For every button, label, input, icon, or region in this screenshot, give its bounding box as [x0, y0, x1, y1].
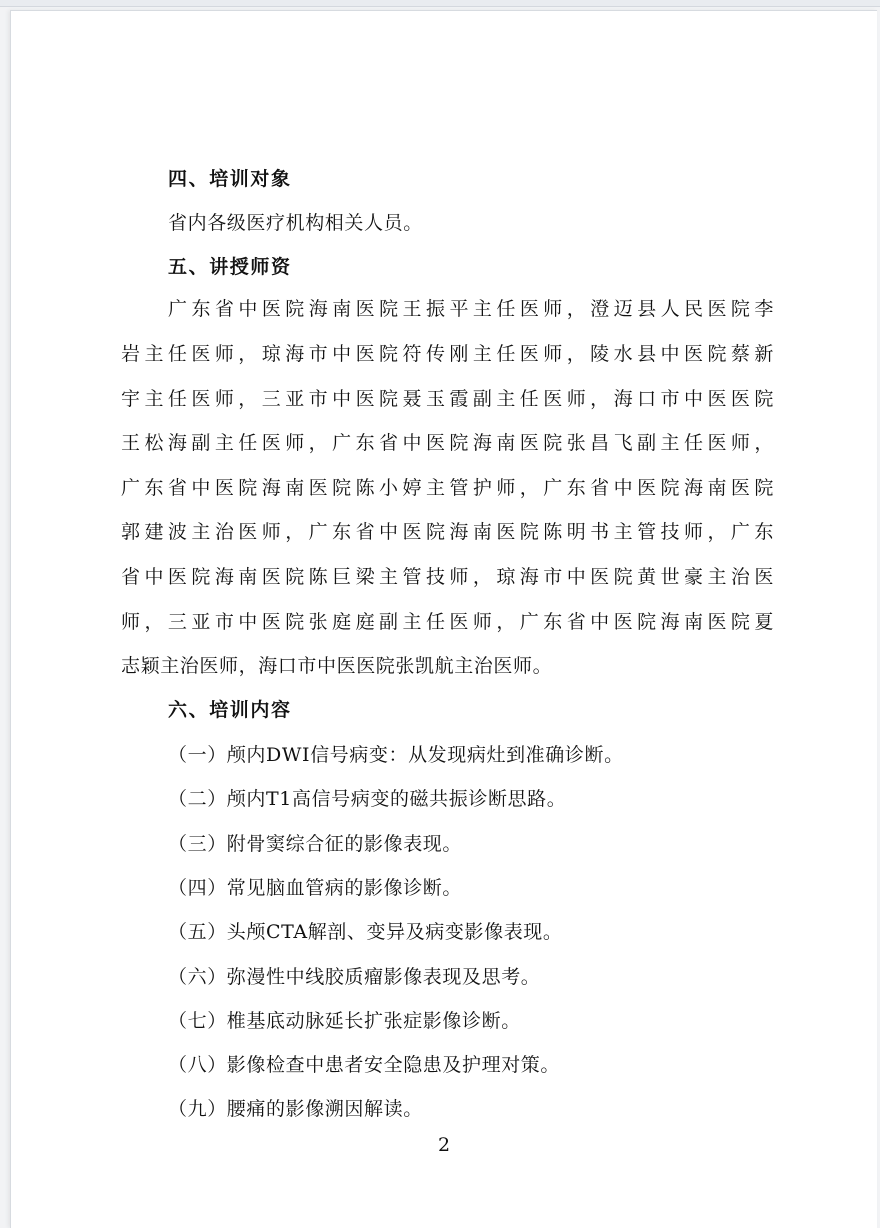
instructors-paragraph-line: 岩主任医师，琼海市中医院符传刚主任医师，陵水县中医院蔡新	[121, 343, 774, 365]
instructors-paragraph-line: 省中医院海南医院陈巨梁主管技师，琼海市中医院黄世豪主治医	[121, 566, 774, 588]
training-content-item: （八）影像检查中患者安全隐患及护理对策。	[168, 1054, 561, 1076]
instructors-paragraph-line: 广东省中医院海南医院陈小婷主管护师，广东省中医院海南医院	[121, 477, 774, 499]
section-heading-training-content: 六、培训内容	[168, 699, 292, 721]
instructors-paragraph-line: 王松海副主任医师，广东省中医院海南医院张昌飞副主任医师，	[121, 432, 774, 454]
training-content-item: （六）弥漫性中线胶质瘤影像表现及思考。	[168, 966, 541, 988]
instructors-paragraph-line: 宇主任医师，三亚市中医院聂玉霞副主任医师，海口市中医医院	[121, 388, 774, 410]
section-heading-training-target: 四、培训对象	[168, 168, 292, 190]
page-number: 2	[437, 1134, 451, 1156]
document-page	[10, 10, 877, 1228]
training-content-item: （四）常见脑血管病的影像诊断。	[168, 877, 463, 899]
instructors-paragraph-line: 郭建波主治医师，广东省中医院海南医院陈明书主管技师，广东	[121, 521, 774, 543]
training-content-item: （九）腰痛的影像溯因解读。	[168, 1098, 423, 1120]
training-content-item: （二）颅内T1高信号病变的磁共振诊断思路。	[168, 788, 567, 810]
training-content-item: （一）颅内DWI信号病变：从发现病灶到准确诊断。	[168, 744, 624, 766]
training-content-item: （五）头颅CTA解剖、变异及病变影像表现。	[168, 921, 563, 943]
section-heading-instructors: 五、讲授师资	[168, 256, 292, 278]
instructors-paragraph-line: 师，三亚市中医院张庭庭副主任医师，广东省中医院海南医院夏	[121, 611, 774, 633]
viewer-top-border	[0, 0, 880, 7]
instructors-paragraph-line: 志颖主治医师，海口市中医医院张凯航主治医师。	[121, 655, 553, 677]
instructors-paragraph-line: 广东省中医院海南医院王振平主任医师，澄迈县人民医院李	[168, 298, 774, 320]
training-content-item: （七）椎基底动脉延长扩张症影像诊断。	[168, 1010, 521, 1032]
training-target-text: 省内各级医疗机构相关人员。	[168, 212, 423, 234]
training-content-item: （三）附骨窦综合征的影像表现。	[168, 833, 463, 855]
